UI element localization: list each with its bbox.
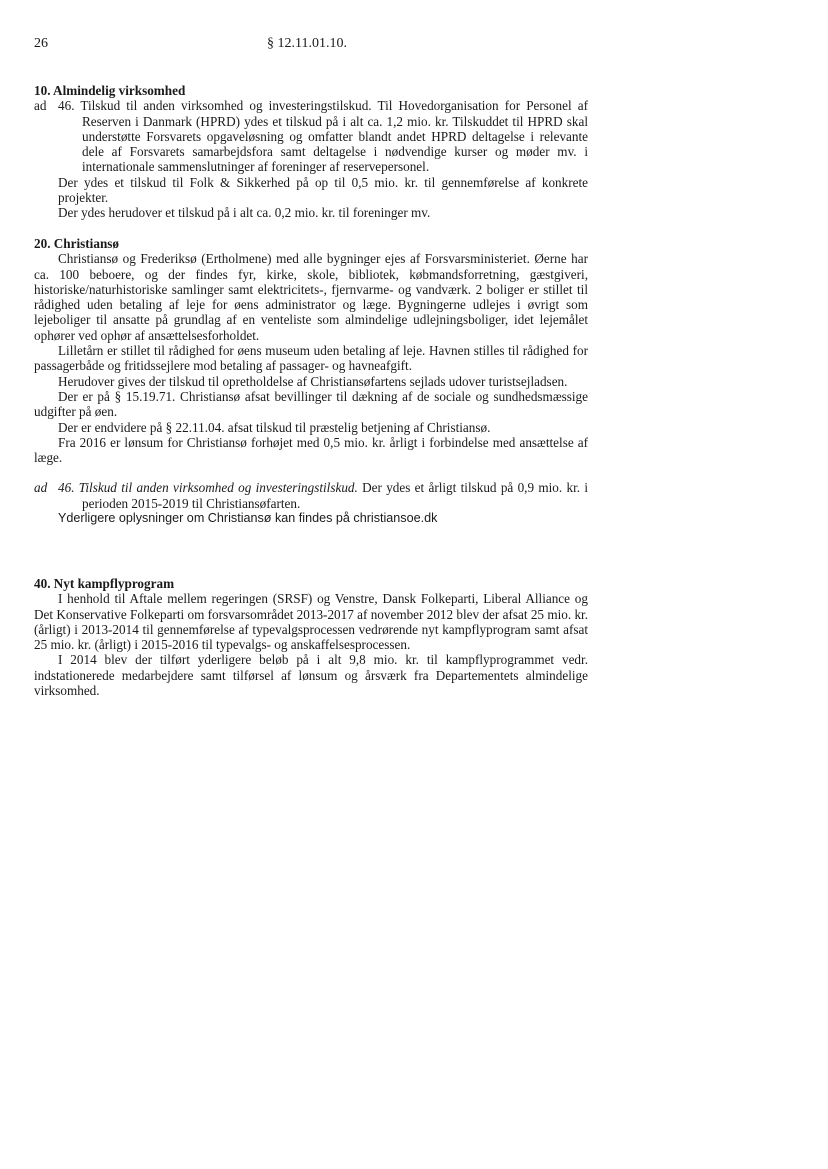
- paragraph: I henhold til Aftale mellem regeringen (SRSF) og Venstre, Dansk Folkeparti, Liberal Alliance og Det Konservative Folkeparti om forsvarsområdet 2013-2017 af november 2012 blev der afsat 25 mio. kr. (årligt) i 2013-2014 til gennemførelse af typevalgsprocessen vedrørende nyt kampflyprogram samt afsat 25 mio. kr. (årligt) i 2015-2016 til typevalgs- og anskaffelsesprocessen.: [34, 591, 588, 653]
- ad-entry: [34, 480, 588, 511]
- ad-label: ad: [34, 480, 48, 496]
- paragraph: Der er endvidere på § 22.11.04. afsat tilskud til præstelig betjening af Christiansø.: [58, 419, 491, 435]
- more-info: Yderligere oplysninger om Christiansø kan findes på christiansoe.dk: [58, 511, 438, 526]
- ad-italic-title: 46. Tilskud til anden virksomhed og investeringstilskud.: [58, 480, 358, 496]
- paragraph: Herudover gives der tilskud til opretholdelse af Christiansøfartens sejlads udover turistsejladsen.: [58, 373, 568, 389]
- paragraph-reference: § 12.11.01.10.: [267, 36, 347, 51]
- ad-body: Der ydes et årligt tilskud på 0,9 mio. kr. i perioden 2015-2019 til Christiansøfarten.: [82, 480, 589, 511]
- page-number: 26: [34, 36, 48, 51]
- paragraph: Der ydes herudover et tilskud på i alt ca. 0,2 mio. kr. til foreninger mv.: [58, 205, 431, 221]
- section-20: [34, 236, 588, 526]
- paragraph: Der ydes et tilskud til Folk & Sikkerhed på op til 0,5 mio. kr. til gennemførelse af konkrete projekter.: [58, 174, 588, 206]
- section-40: [34, 576, 588, 698]
- ad-entry: [34, 98, 588, 174]
- section-heading: 20. Christiansø: [34, 236, 119, 251]
- ad-text: [58, 480, 588, 511]
- paragraph: Lilletårn er stillet til rådighed for øens museum uden betaling af leje. Havnen stilles til rådighed for passagerbåde og fritidssejlere mod betaling af passager- og havneafgift.: [34, 343, 588, 374]
- section-10: [34, 83, 588, 221]
- ad-label: ad: [34, 98, 47, 114]
- section-heading: 10. Almindelig virksomhed: [34, 83, 186, 98]
- paragraph: Christiansø og Frederiksø (Ertholmene) med alle bygninger ejes af Forsvarsministeriet. Øerne har ca. 100 beboere, og der findes fyr, kirke, skole, bibliotek, købmandsforretning, gæstgiveri, historiske/naturhistoriske samlinger samt elektricitets-, fjernvarme- og vandværk. 2 boliger er stillet til rådighed uden betaling af leje for øens administrator og læge. Bygningerne udlejes i øvrigt som lejeboliger til ansatte på grundlag af en venteliste som almindelige udlejningsboliger, idet lejemålet ophører ved ophør af ansættelsesforholdet.: [34, 251, 588, 343]
- ad-text: 46. Tilskud til anden virksomhed og investeringstilskud. Til Hovedorganisation for Personel af Reserven i Danmark (HPRD) ydes et tilskud på i alt ca. 1,2 mio. kr. Tilskuddet til HPRD skal understøtte Forsvarets opgaveløsning og omfatter blandt andet HPRD deltagelse i relevante dele af Forsvarets samarbejdsfora samt deltagelse i nødvendige kurser og møder mv. i internationale sammenslutninger af foreninger af reservepersonel.: [58, 98, 588, 175]
- paragraph: I 2014 blev der tilført yderligere beløb på i alt 9,8 mio. kr. til kampflyprogrammet vedr. indstationerede medarbejdere samt tilførsel af lønsum og årsværk fra Departementets almindelige virksomhed.: [34, 652, 588, 699]
- paragraph: Fra 2016 er lønsum for Christiansø forhøjet med 0,5 mio. kr. årligt i forbindelse med ansættelse af læge.: [34, 434, 588, 466]
- section-heading: 40. Nyt kampflyprogram: [34, 576, 175, 591]
- paragraph: Der er på § 15.19.71. Christiansø afsat bevillinger til dækning af de sociale og sundhedsmæssige udgifter på øen.: [34, 388, 588, 420]
